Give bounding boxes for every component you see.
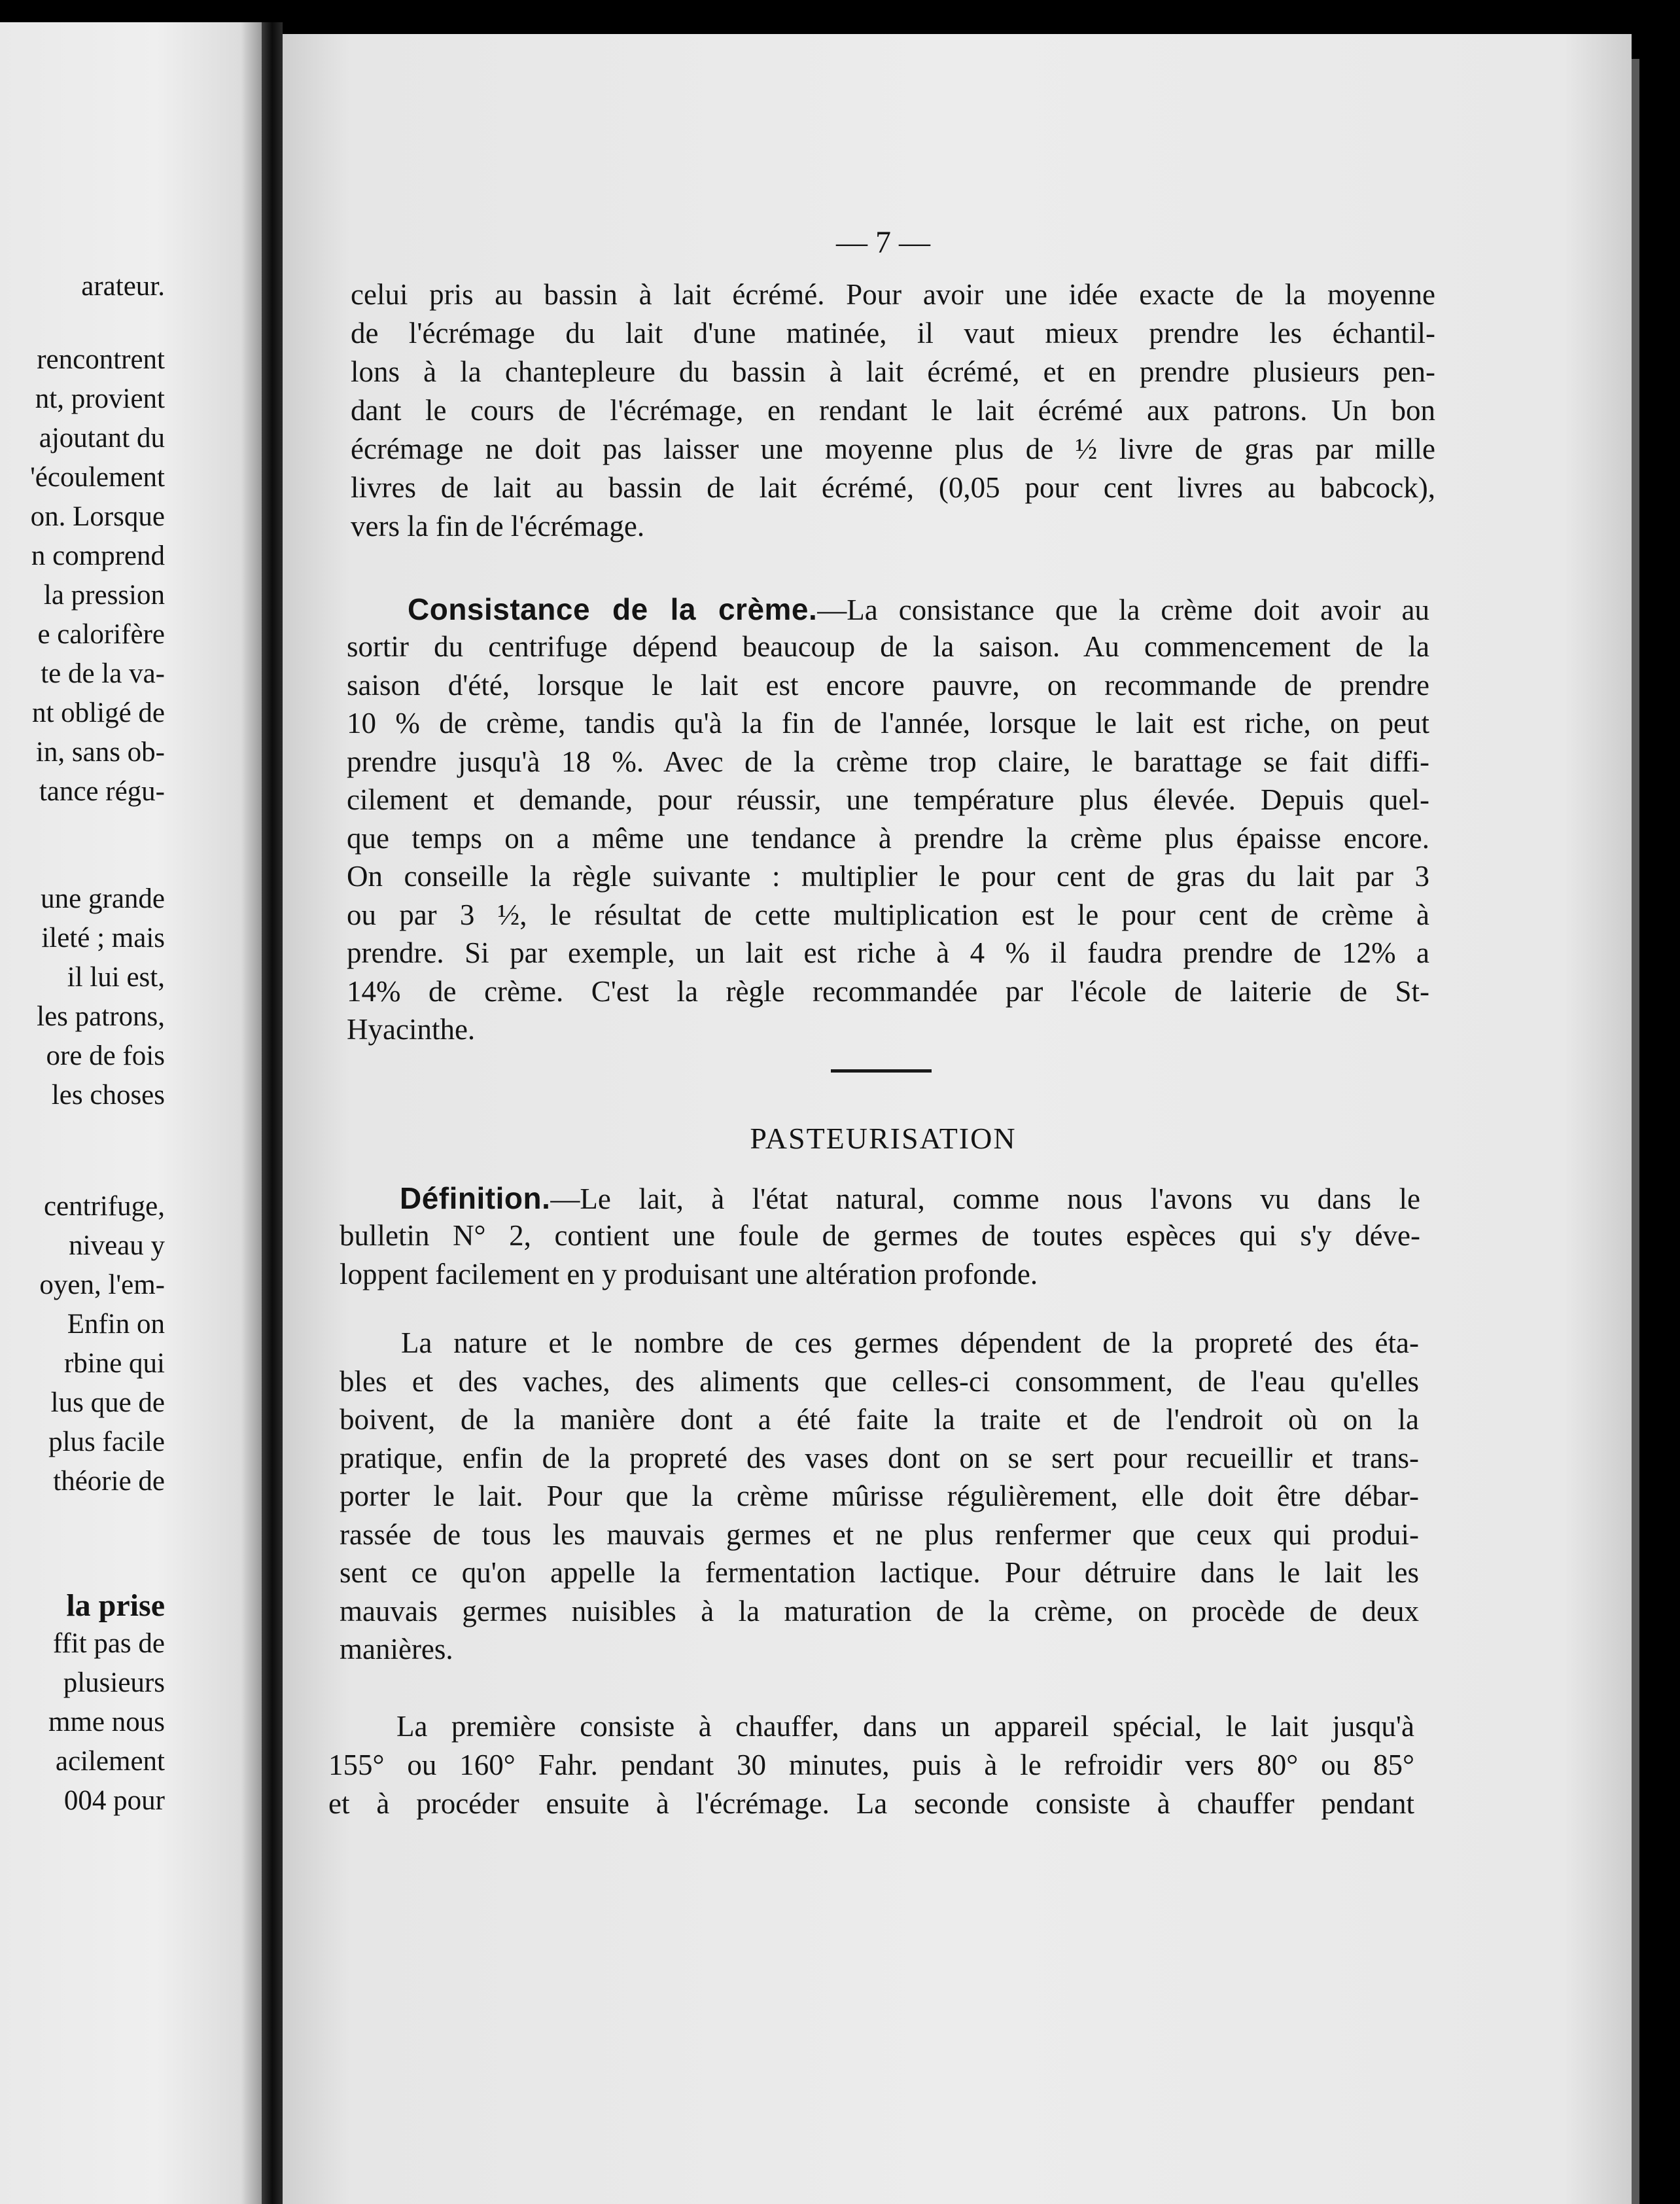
text-line: cilement et demande, pour réussir, une température plus élevée. Depuis quel- <box>347 783 1429 816</box>
left-page-line: les patrons, <box>37 1001 165 1032</box>
text-line: de l'écrémage du lait d'une matinée, il vaut mieux prendre les échantil- <box>351 317 1435 349</box>
left-page-line: tance régu- <box>39 776 165 807</box>
left-page-line: centrifuge, <box>43 1191 165 1222</box>
text-line: prendre jusqu'à 18 %. Avec de la crème trop claire, le barattage se fait diffi- <box>347 745 1429 778</box>
text-line: La première consiste à chauffer, dans un appareil spécial, le lait jusqu'à <box>396 1710 1414 1743</box>
left-page-line: lus que de <box>50 1387 165 1418</box>
left-page-line: plusieurs <box>63 1667 165 1698</box>
left-page-line: la pression <box>43 580 165 611</box>
page-number: — 7 — <box>836 225 930 260</box>
left-page-line: mme nous <box>48 1707 165 1737</box>
text-line: prendre. Si par exemple, un lait est riche à 4 % il faudra prendre de 12% a <box>347 936 1429 969</box>
left-page-line: ffit pas de <box>52 1628 165 1659</box>
left-page-text <box>0 0 262 2204</box>
text-line: La nature et le nombre de ces germes dépendent de la propreté des éta- <box>401 1326 1419 1359</box>
text-line: 14% de crème. C'est la règle recommandée par l'école de laiterie de St- <box>347 974 1429 1008</box>
paragraph-consistance-first-line <box>408 594 1429 625</box>
text-line: pratique, enfin de la propreté des vases dont on se sert pour recueillir et trans- <box>340 1441 1419 1474</box>
left-page-line: nt, provient <box>35 383 165 414</box>
left-page-line: ileté ; mais <box>41 923 165 953</box>
section-title: PASTEURISATION <box>750 1122 1017 1155</box>
page-edge <box>1632 59 1639 2204</box>
consistance-heading: Consistance de la crème. <box>408 592 818 626</box>
left-page-line: in, sans ob- <box>35 737 165 768</box>
definition-heading: Définition. <box>400 1181 551 1215</box>
left-page-line: la prise <box>66 1588 165 1623</box>
text-line: sent ce qu'on appelle la fermentation lactique. Pour détruire dans le lait les <box>340 1556 1419 1589</box>
left-page-line: plus facile <box>48 1427 165 1457</box>
text-line: boivent, de la manière dont a été faite la traite et de l'endroit où on la <box>340 1403 1419 1436</box>
text-line: 10 % de crème, tandis qu'à la fin de l'année, lorsque le lait est riche, on peut <box>347 707 1429 739</box>
text-line: et à procéder ensuite à l'écrémage. La seconde consiste à chauffer pendant <box>328 1787 1414 1820</box>
text-line: porter le lait. Pour que la crème mûrisse régulièrement, elle doit être débar- <box>340 1480 1419 1512</box>
text-line: loppent facilement en y produisant une altération profonde. <box>340 1258 1038 1290</box>
consistance-lead: —La consistance que la crème doit avoir au <box>817 594 1429 626</box>
left-page-line: rencontrent <box>37 344 165 375</box>
left-page-line: 004 pour <box>63 1785 165 1816</box>
left-page-line: on. Lorsque <box>30 501 165 532</box>
left-page-line: théorie de <box>53 1466 165 1497</box>
text-line: Hyacinthe. <box>347 1013 476 1046</box>
left-page-line: Enfin on <box>67 1309 165 1340</box>
text-line: vers la fin de l'écrémage. <box>351 510 645 542</box>
left-page-line: une grande <box>41 883 165 914</box>
left-page-line: 'écoulement <box>30 462 165 493</box>
left-page-line: n comprend <box>31 541 165 571</box>
text-line: celui pris au bassin à lait écrémé. Pour avoir une idée exacte de la moyenne <box>351 278 1435 311</box>
text-line: bles et des vaches, des aliments que celles-ci consomment, de l'eau qu'elles <box>340 1364 1419 1398</box>
left-page-line: il lui est, <box>67 962 165 993</box>
text-line: lons à la chantepleure du bassin à lait écrémé, et en prendre plusieurs pen- <box>351 355 1435 388</box>
text-line: que temps on a même une tendance à prendre la crème plus épaisse encore. <box>347 821 1429 855</box>
definition-lead: —Le lait, à l'état natural, comme nous l'avons vu dans le <box>550 1182 1420 1215</box>
left-page-line: rbine qui <box>63 1348 165 1379</box>
text-line: 155° ou 160° Fahr. pendant 30 minutes, puis à le refroidir vers 80° ou 85° <box>328 1749 1414 1781</box>
text-line: bulletin N° 2, contient une foule de germes de toutes espèces qui s'y déve- <box>340 1219 1420 1252</box>
paragraph-definition-first-line <box>400 1183 1420 1214</box>
left-page-line: nt obligé de <box>31 698 165 728</box>
text-line: rassée de tous les mauvais germes et ne plus renfermer que ceux qui produi- <box>340 1518 1419 1551</box>
text-line: dant le cours de l'écrémage, en rendant le lait écrémé aux patrons. Un bon <box>351 394 1435 427</box>
text-line: écrémage ne doit pas laisser une moyenne plus de ½ livre de gras par mille <box>351 433 1435 465</box>
left-page-line: arateur. <box>81 271 165 302</box>
left-page-line: acilement <box>55 1746 165 1777</box>
left-page-line: niveau y <box>69 1230 165 1261</box>
text-line: manières. <box>340 1633 453 1665</box>
left-page-line: oyen, l'em- <box>39 1270 165 1300</box>
left-page-line: e calorifère <box>37 619 165 650</box>
left-page-line: les choses <box>51 1080 165 1111</box>
text-line: On conseille la règle suivante : multiplier le pour cent de gras du lait par 3 <box>347 860 1429 893</box>
text-line: sortir du centrifuge dépend beaucoup de la saison. Au commencement de la <box>347 630 1429 663</box>
text-line: saison d'été, lorsque le lait est encore pauvre, on recommande de prendre <box>347 668 1429 702</box>
left-page-line: ajoutant du <box>39 423 165 453</box>
left-page-line: ore de fois <box>46 1040 165 1071</box>
text-line: livres de lait au bassin de lait écrémé, (0,05 pour cent livres au babcock), <box>351 471 1435 504</box>
text-line: ou par 3 ½, le résultat de cette multiplication est le pour cent de crème à <box>347 898 1429 931</box>
text-line: mauvais germes nuisibles à la maturation de la crème, on procède de deux <box>340 1594 1419 1627</box>
left-page-line: te de la va- <box>41 658 165 689</box>
book-gutter <box>262 22 283 2204</box>
section-divider <box>831 1069 932 1073</box>
